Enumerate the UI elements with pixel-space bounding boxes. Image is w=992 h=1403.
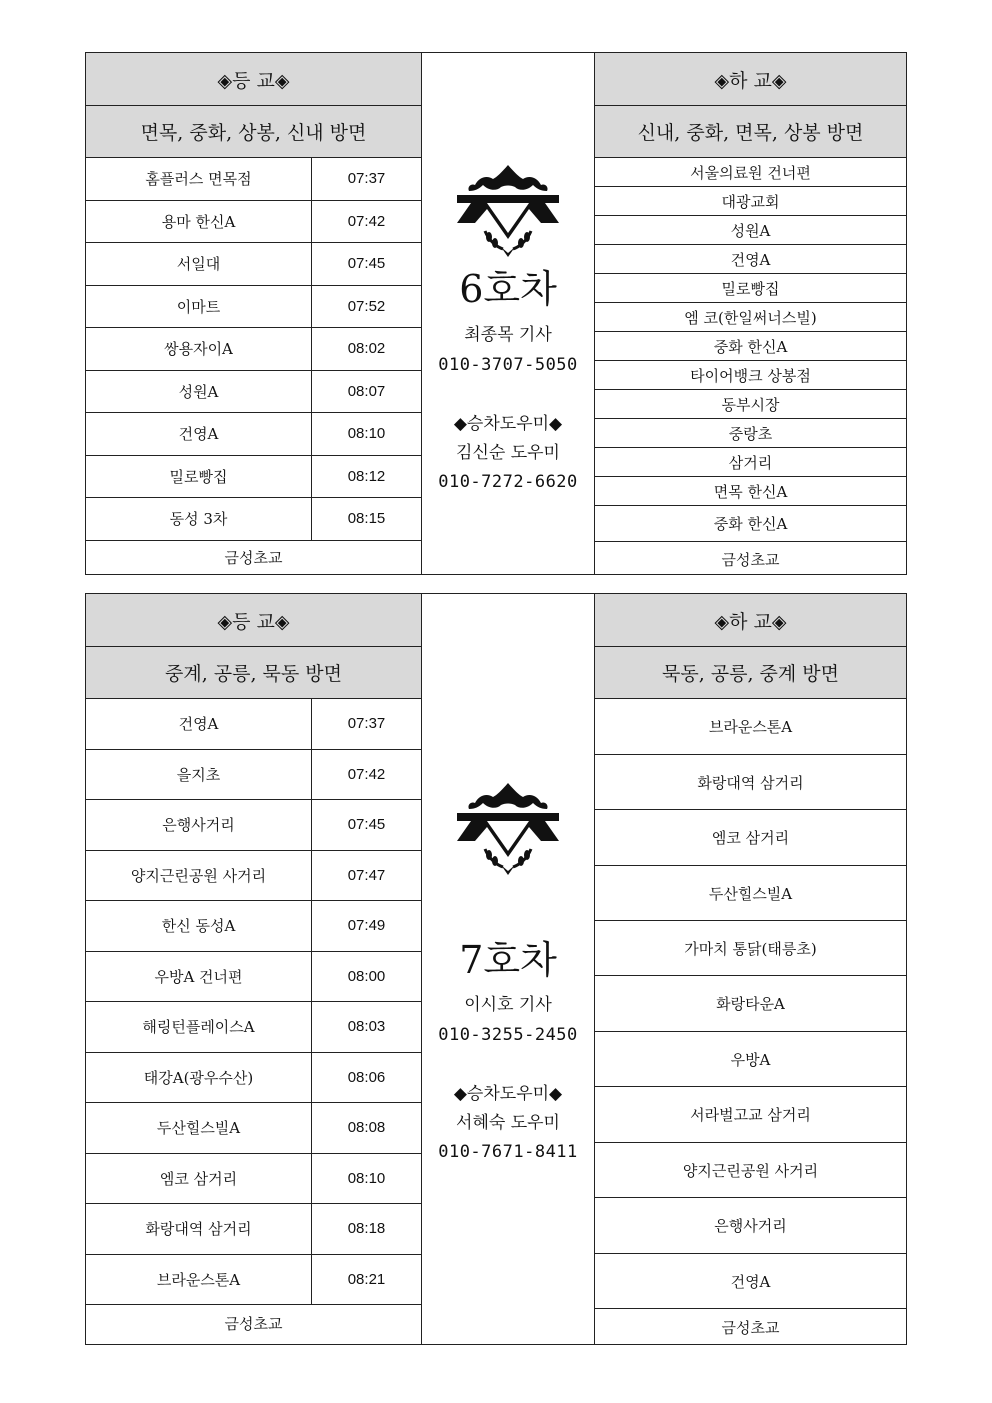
school-row — [86, 541, 421, 575]
bus-info — [422, 593, 594, 1345]
stop-name: 가마치 통닭(태릉초) — [684, 939, 817, 958]
stop-time: 08:15 — [347, 510, 386, 528]
stop-row — [86, 1154, 421, 1205]
stop-row — [595, 1032, 906, 1087]
stop-time: 07:45 — [347, 816, 386, 834]
stop-name: 은행사거리 — [86, 800, 312, 850]
driver-phone: 010-3255-2450 — [438, 1025, 578, 1045]
stop-row — [86, 498, 421, 541]
stop-time: 07:45 — [347, 255, 386, 273]
afternoon-area: 신내, 중화, 면목, 상봉 방면 — [595, 106, 906, 158]
stop-row — [595, 216, 906, 245]
morning-area: 면목, 중화, 상봉, 신내 방면 — [86, 106, 421, 158]
stop-row — [86, 286, 421, 329]
helper-title: ◆승차도우미◆ — [453, 1084, 563, 1104]
stop-row — [595, 866, 906, 921]
bus-number: 7호차 — [459, 938, 557, 982]
stop-row — [595, 1087, 906, 1143]
stop-row — [595, 1143, 906, 1198]
stop-row — [595, 419, 906, 448]
stop-name: 두산힐스빌A — [708, 884, 793, 903]
stop-time: 08:08 — [347, 1119, 386, 1137]
stop-name: 화랑대역 삼거리 — [86, 1204, 312, 1254]
bus-info — [422, 52, 594, 575]
stop-name: 우방A 건너편 — [86, 952, 312, 1002]
stop-row — [595, 245, 906, 274]
stop-name: 두산힐스빌A — [86, 1103, 312, 1153]
stop-time: 08:02 — [347, 340, 386, 358]
stop-name: 양지근린공원 사거리 — [86, 851, 312, 901]
school-row — [86, 1305, 421, 1341]
stop-time: 07:47 — [347, 866, 386, 884]
stop-name: 을지초 — [86, 750, 312, 800]
stop-name: 건영A — [730, 1272, 771, 1291]
school-row — [595, 1309, 906, 1345]
stop-time: 07:37 — [347, 170, 386, 188]
stop-name: 중랑초 — [728, 424, 773, 443]
school-name: 금성초교 — [224, 1314, 283, 1333]
stop-row — [595, 274, 906, 303]
stop-name: 동성 3차 — [86, 498, 312, 540]
stop-row — [86, 851, 421, 902]
helper-phone: 010-7671-8411 — [438, 1142, 578, 1162]
stop-name: 건영A — [730, 250, 771, 269]
afternoon-column — [594, 52, 907, 575]
driver-name: 이시호 기사 — [464, 995, 552, 1015]
driver-phone: 010-3707-5050 — [438, 355, 578, 375]
stop-name: 화랑타운A — [716, 995, 785, 1013]
helper-name: 서혜숙 도우미 — [456, 1113, 560, 1133]
stop-row — [86, 413, 421, 456]
stop-row — [595, 448, 906, 477]
stop-row — [86, 800, 421, 851]
stop-time: 07:49 — [347, 917, 386, 935]
morning-column — [85, 52, 422, 575]
afternoon-column — [594, 593, 907, 1345]
afternoon-stop-list — [595, 158, 906, 574]
stop-time: 07:52 — [347, 297, 386, 315]
stop-row — [595, 1198, 906, 1254]
stop-name: 밀로빵집 — [721, 279, 780, 298]
stop-name: 화랑대역 삼거리 — [697, 773, 804, 792]
stop-name: 브라운스톤A — [708, 718, 793, 736]
bus-number: 6호차 — [459, 267, 557, 311]
stop-time: 08:03 — [347, 1018, 386, 1036]
stop-name: 서라벌고교 삼거리 — [690, 1106, 811, 1124]
stop-name: 태강A(광우수산) — [86, 1053, 312, 1103]
stop-row — [595, 390, 906, 419]
stop-row — [595, 699, 906, 755]
stop-time: 07:42 — [347, 765, 386, 783]
stop-row — [86, 1103, 421, 1154]
stop-name: 동부시장 — [721, 395, 780, 414]
stop-row — [86, 952, 421, 1003]
stop-name: 삼거리 — [728, 453, 773, 472]
stop-row — [595, 976, 906, 1032]
stop-row — [86, 158, 421, 201]
stop-name: 한신 동성A — [86, 901, 312, 951]
stop-name: 서울의료원 건너편 — [690, 163, 811, 182]
stop-row — [595, 506, 906, 542]
stop-row — [86, 750, 421, 801]
stop-row — [595, 361, 906, 390]
afternoon-title: ◈하 교◈ — [595, 53, 906, 106]
stop-name: 면목 한신A — [713, 482, 788, 501]
stop-row — [595, 810, 906, 866]
stop-name: 중화 한신A — [713, 337, 788, 356]
stop-name: 건영A — [86, 699, 312, 749]
stop-time: 08:12 — [347, 467, 386, 485]
school-name: 금성초교 — [721, 1318, 780, 1337]
stop-time: 08:10 — [347, 1169, 386, 1187]
morning-stop-list — [86, 158, 421, 574]
stop-row — [86, 901, 421, 952]
stop-time: 08:00 — [347, 967, 386, 985]
stop-row — [595, 187, 906, 216]
morning-column — [85, 593, 422, 1345]
school-row — [595, 542, 906, 576]
stop-row — [595, 1254, 906, 1309]
stop-name: 해링턴플레이스A — [86, 1002, 312, 1052]
morning-title: ◈등 교◈ — [86, 53, 421, 106]
helper-name: 김신순 도우미 — [456, 443, 560, 463]
afternoon-area: 묵동, 공릉, 중계 방면 — [595, 647, 906, 699]
stop-name: 은행사거리 — [714, 1217, 787, 1235]
stop-name: 이마트 — [86, 286, 312, 328]
stop-row — [86, 371, 421, 414]
stop-name: 브라운스톤A — [86, 1255, 312, 1305]
stop-name: 엠코 삼거리 — [711, 829, 790, 847]
stop-name: 성원A — [86, 371, 312, 413]
stop-time: 07:42 — [347, 212, 386, 230]
stop-name: 서일대 — [86, 243, 312, 285]
bus-6-schedule — [85, 52, 907, 575]
stop-row — [595, 921, 906, 976]
stop-time: 08:07 — [347, 382, 386, 400]
afternoon-stop-list — [595, 699, 906, 1344]
stop-name: 타이어뱅크 상봉점 — [690, 366, 811, 385]
helper-phone: 010-7272-6620 — [438, 472, 578, 492]
stop-name: 우방A — [730, 1050, 771, 1069]
stop-row — [86, 699, 421, 750]
stop-name: 대광교회 — [721, 192, 780, 211]
stop-name: 홈플러스 면목점 — [86, 158, 312, 200]
school-logo-icon — [453, 779, 563, 879]
stop-time: 08:18 — [347, 1220, 386, 1238]
morning-area: 중계, 공릉, 묵동 방면 — [86, 647, 421, 699]
stop-name: 양지근린공원 사거리 — [682, 1161, 819, 1180]
stop-row — [595, 303, 906, 332]
school-name: 금성초교 — [721, 550, 780, 569]
stop-row — [86, 1204, 421, 1255]
stop-name: 용마 한신A — [86, 201, 312, 243]
stop-row — [595, 158, 906, 187]
stop-row — [86, 1255, 421, 1306]
stop-row — [86, 201, 421, 244]
stop-name: 엠코 삼거리 — [86, 1154, 312, 1204]
stop-name: 밀로빵집 — [86, 456, 312, 498]
afternoon-title: ◈하 교◈ — [595, 594, 906, 647]
stop-row — [86, 456, 421, 499]
stop-row — [595, 755, 906, 810]
morning-title: ◈등 교◈ — [86, 594, 421, 647]
stop-name: 건영A — [86, 413, 312, 455]
stop-row — [86, 243, 421, 286]
stop-row — [595, 332, 906, 361]
stop-row — [86, 1053, 421, 1104]
stop-row — [86, 328, 421, 371]
school-name: 금성초교 — [224, 549, 283, 567]
stop-time: 08:06 — [347, 1068, 386, 1086]
helper-title: ◆승차도우미◆ — [453, 414, 563, 434]
stop-time: 08:21 — [347, 1270, 386, 1288]
stop-name: 엠 코(한일써너스빌) — [684, 308, 817, 327]
stop-time: 07:37 — [347, 715, 386, 733]
stop-name: 성원A — [730, 221, 771, 240]
stop-time: 08:10 — [347, 425, 386, 443]
stop-name: 중화 한신A — [713, 515, 788, 533]
stop-name: 쌍용자이A — [86, 328, 312, 370]
driver-name: 최종목 기사 — [464, 325, 552, 345]
stop-row — [86, 1002, 421, 1053]
bus-7-schedule — [85, 593, 907, 1345]
morning-stop-list — [86, 699, 421, 1344]
stop-row — [595, 477, 906, 506]
school-logo-icon — [453, 161, 563, 261]
